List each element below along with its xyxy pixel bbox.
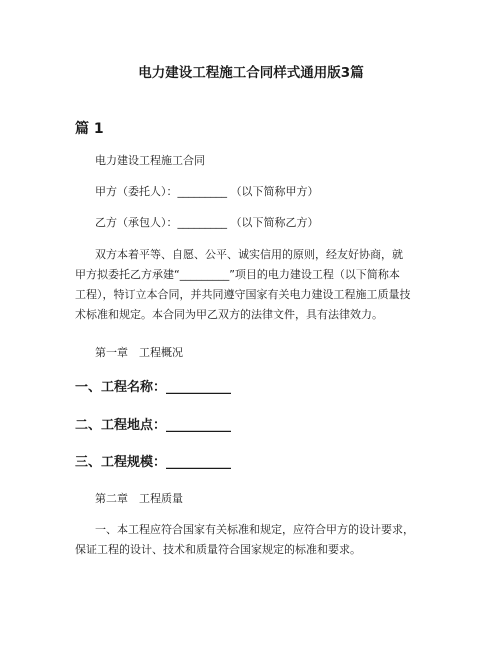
preamble-line: 双方本着平等、自愿、公平、诚实信用的原则，经友好协商，就 <box>95 248 403 261</box>
preamble-line: 术标准和规定。本合同为甲乙双方的法律文件，具有法律效力。 <box>75 308 383 321</box>
contract-name: 电力建设工程施工合同 <box>95 154 205 167</box>
preamble-line: 工程），特订立本合同，并共同遵守国家有关电力建设工程施工质量技 <box>75 288 411 301</box>
chapter-heading: 第一章 工程概况 <box>95 346 183 359</box>
preamble-line: 甲方拟委托乙方承建“_________”项目的电力建设工程（以下简称本 <box>75 268 400 281</box>
quality-line: 保证工程的设计、技术和质量符合国家规定的标准和要求。 <box>75 543 361 556</box>
item-project-location: 二、工程地点：__________ <box>75 418 232 433</box>
item-project-name: 一、工程名称：__________ <box>75 380 232 395</box>
section-heading: 篇 1 <box>75 121 104 137</box>
chapter-heading: 第二章 工程质量 <box>95 492 183 505</box>
quality-line: 一、本工程应符合国家有关标准和规定，应符合甲方的设计要求， <box>95 523 414 536</box>
item-project-scale: 三、工程规模：__________ <box>75 455 232 470</box>
document-title: 电力建设工程施工合同样式通用版3篇 <box>138 65 364 81</box>
party-a-line: 甲方（委托人）：_________ （以下简称甲方） <box>95 185 319 198</box>
party-b-line: 乙方（承包人）：_________ （以下简称乙方） <box>95 216 319 229</box>
